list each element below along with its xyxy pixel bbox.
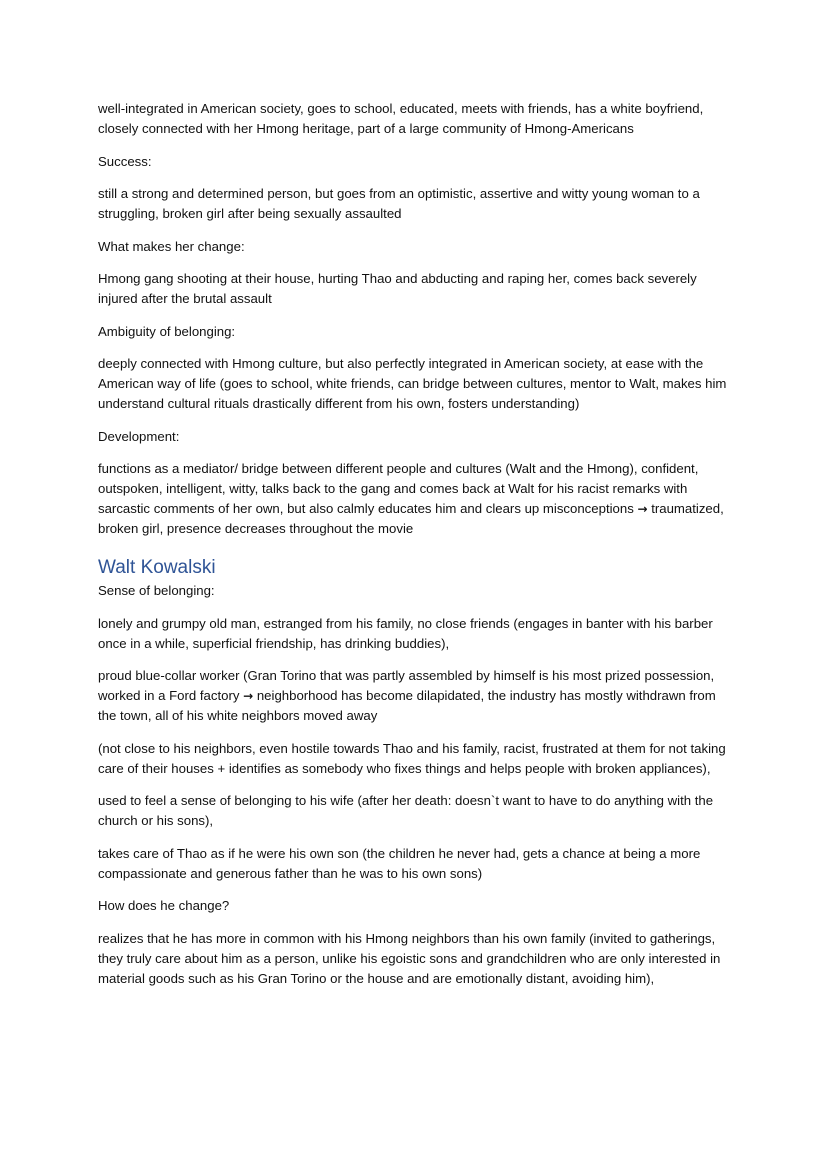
success-label: Success: <box>98 153 152 169</box>
belonging-paragraph-3: (not close to his neighbors, even hostile towards Thao and his family, racist, frustrated at them for not taking care of their houses + identifies as somebody who fixes things and helps people with broken appliances), <box>98 740 726 776</box>
section-heading: Walt Kowalski <box>98 557 216 578</box>
development-label: Development: <box>98 428 180 444</box>
right-arrow-icon: → <box>243 689 254 703</box>
ambiguity-paragraph: deeply connected with Hmong culture, but also perfectly integrated in American society, at ease with the American way of life (goes to school, white friends, can bridge between cultures, mentor to Walt, makes him understand cultural rituals drastically different from his own, fosters understanding) <box>98 356 727 411</box>
document-page <box>98 99 734 1001</box>
development-text-part-b: traumatized, broken girl, presence decreases throughout the movie <box>98 501 724 536</box>
ambiguity-label: Ambiguity of belonging: <box>98 323 236 339</box>
change-label: What makes her change: <box>98 238 245 254</box>
belonging-paragraph-2-part-a: proud blue-collar worker (Gran Torino that was partly assembled by himself is his most prized possession, worked in a Ford factory <box>98 668 715 703</box>
belonging-paragraph-5: takes care of Thao as if he were his own son (the children he never had, gets a chance at being a more compassionate and generous father than he was to his own sons) <box>98 845 701 881</box>
intro-paragraph: well-integrated in American society, goes to school, educated, meets with friends, has a white boyfriend, closely connected with her Hmong heritage, part of a large community of Hmong-Americans <box>98 101 704 136</box>
belonging-paragraph-4: used to feel a sense of belonging to his wife (after her death: doesn`t want to have to do anything with the church or his sons), <box>98 793 714 828</box>
belonging-paragraph-1: lonely and grumpy old man, estranged from his family, no close friends (engages in banter with his barber once in a while, superficial friendship, has drinking buddies), <box>98 615 713 651</box>
development-paragraph <box>98 459 734 539</box>
how-change-paragraph: realizes that he has more in common with his Hmong neighbors than his own family (invited to gatherings, they truly care about him as a person, unlike his egoistic sons and grandchildren who are only interested in material goods such as his Gran Torino or the house and are emotionally distant, avoiding him), <box>98 930 721 986</box>
success-paragraph: still a strong and determined person, but goes from an optimistic, assertive and witty young woman to a struggling, broken girl after being sexually assaulted <box>98 186 700 221</box>
development-text-part-a: functions as a mediator/ bridge between different people and cultures (Walt and the Hmong), confident, outspoken, intelligent, witty, talks back to the gang and comes back at Walt for his racist remarks with sarcastic comments of her own, but also calmly educates him and clears up misconceptions <box>98 461 699 516</box>
belonging-paragraph-2-part-b: neighborhood has become dilapidated, the industry has mostly withdrawn from the town, all of his white neighbors moved away <box>98 688 716 723</box>
how-change-label: How does he change? <box>98 898 230 913</box>
change-paragraph: Hmong gang shooting at their house, hurting Thao and abducting and raping her, comes back severely injured after the brutal assault <box>98 271 697 306</box>
belonging-paragraph-2 <box>98 666 734 726</box>
right-arrow-icon: → <box>637 502 648 516</box>
belonging-label: Sense of belonging: <box>98 583 215 598</box>
